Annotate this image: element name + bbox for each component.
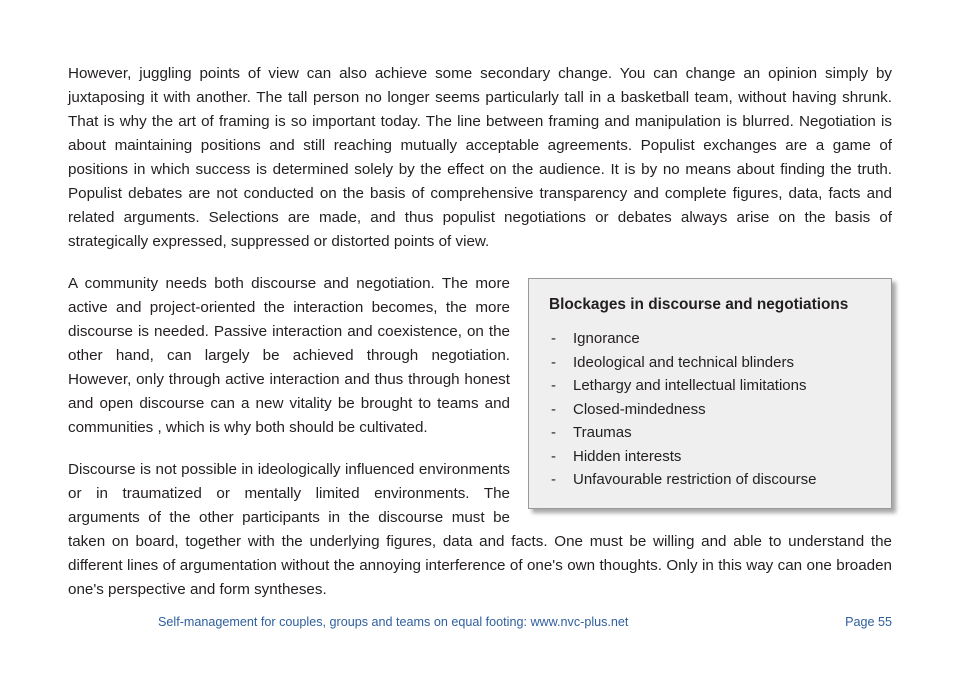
footer-page-number: Page 55 [845, 615, 892, 629]
list-item [545, 398, 875, 422]
list-item [545, 351, 875, 375]
paragraph-1: However, juggling points of view can also achieve some secondary change. You can change an opinion simply by juxtaposing it with another. The tall person no longer seems particularly tall in a basketball team, without having shrunk. That is why the art of framing is so important today. The line between framing and manipulation is blurred. Negotiation is about maintaining positions and still reaching mutually acceptable agreements. Populist exchanges are a game of positions in which success is determined solely by the effect on the audience. It is by no means about finding the truth. Populist debates are not conducted on the basis of comprehensive transparency and complete figures, data, facts and related arguments. Selections are made, and thus populist negotiations or debates always arise on the basis of strategically expressed, suppressed or distorted points of view. [68, 65, 892, 250]
list-item-label: Unfavourable restriction of discourse [573, 471, 817, 488]
bullet-dash-icon: - [551, 471, 556, 488]
list-item-label: Ideological and technical blinders [573, 353, 794, 371]
callout-item-list [545, 327, 875, 492]
text-with-callout-section [68, 272, 892, 620]
paragraph-3: Discourse is not possible in ideologically influenced environments or in traumatized or mentally limited environments. The arguments of the other participants in the discourse must be taken on board, together with the underlying figures, data and facts. One must be willing and able to understand the different lines of argumentation without the annoying interference of one's own thoughts. Only in this way can one broaden one's perspective and form syntheses. [68, 461, 892, 598]
callout-box-blockages [528, 278, 892, 509]
bullet-dash-icon: - [551, 353, 556, 371]
document-body [68, 62, 892, 620]
bullet-dash-icon: - [551, 424, 556, 441]
list-item-label: Closed-mindedness [573, 400, 706, 418]
list-item-label: Hidden interests [573, 447, 682, 465]
bullet-dash-icon: - [551, 330, 556, 347]
list-item [545, 468, 875, 492]
list-item [545, 327, 875, 351]
paragraph-2: A community needs both discourse and negotiation. The more active and project-oriented the interaction becomes, the more discourse is needed. Passive interaction and coexistence, on the other hand, can largely be achieved through negotiation. However, only through active interaction and thus through honest and open discourse can a new vitality be brought to teams and communities , which is why both should be cultivated. [68, 275, 510, 436]
list-item [545, 421, 875, 445]
list-item [545, 445, 875, 469]
bullet-dash-icon: - [551, 400, 556, 418]
page-footer [68, 615, 892, 637]
bullet-dash-icon: - [551, 377, 556, 394]
callout-title: Blockages in discourse and negotiations [549, 296, 849, 313]
list-item-label: Lethargy and intellectual limitations [573, 377, 807, 394]
footer-source-text: Self-management for couples, groups and teams on equal footing: www.nvc-plus.net [158, 615, 629, 629]
bullet-dash-icon: - [551, 447, 556, 465]
list-item-label: Ignorance [573, 330, 640, 347]
list-item [545, 374, 875, 398]
list-item-label: Traumas [573, 424, 632, 441]
